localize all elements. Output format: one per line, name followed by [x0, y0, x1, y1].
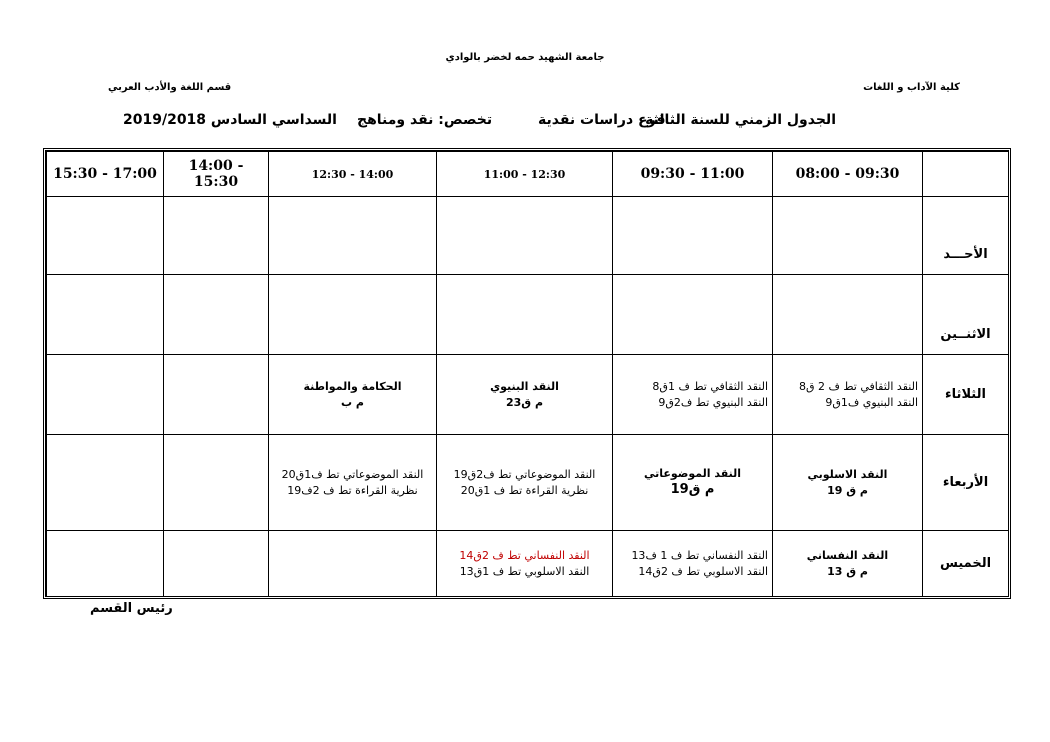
course-room: م ق 13 [827, 564, 868, 578]
course-group-1: النقد الموضوعاتي تط ف2ق19 [453, 468, 596, 482]
row-tuesday [47, 355, 1009, 435]
course-group-2: نظرية القراءة تط ف 1ق20 [460, 483, 589, 497]
monday-slot-6 [47, 275, 164, 355]
course-room: م ق19 [670, 482, 715, 498]
course-group-1: النقد الثقافي تط ف 2 ق8 [798, 380, 918, 394]
tuesday-slot-5 [164, 355, 269, 435]
course-group-1: النقد الموضوعاتي تط ف1ق20 [281, 468, 424, 482]
course-room: م ب [341, 395, 364, 409]
tuesday-slot-6 [47, 355, 164, 435]
day-tuesday: الثلاثاء [923, 355, 1009, 435]
course-group-2: النقد البنيوي ف1ق9 [825, 395, 918, 409]
tuesday-slot-1 [773, 355, 923, 435]
course-title: النقد البنيوي [490, 380, 559, 394]
tuesday-slot-4 [269, 355, 437, 435]
monday-slot-4 [269, 275, 437, 355]
course-title: النقد الاسلوبي [807, 468, 888, 482]
monday-slot-2 [613, 275, 773, 355]
monday-slot-5 [164, 275, 269, 355]
thursday-slot-3 [437, 531, 613, 597]
sunday-slot-6 [47, 197, 164, 275]
monday-slot-3 [437, 275, 613, 355]
department-name: قسم اللغة والأدب العربي [108, 82, 232, 93]
time-slot-3: 11:00 - 12:30 [437, 152, 613, 197]
day-sunday: الأحـــد [923, 197, 1009, 275]
course-room: م ق23 [505, 395, 544, 409]
course-group-2: نظرية القراءة تط ف 2ف19 [287, 483, 418, 497]
sunday-slot-1 [773, 197, 923, 275]
course-title: الحكامة والمواطنة [303, 380, 402, 394]
row-sunday [47, 197, 1009, 275]
thursday-slot-1 [773, 531, 923, 597]
thursday-slot-6 [47, 531, 164, 597]
row-monday [47, 275, 1009, 355]
thursday-slot-5 [164, 531, 269, 597]
wednesday-slot-6 [47, 435, 164, 531]
course-room: م ق 19 [827, 483, 868, 497]
day-monday: الاثنــين [923, 275, 1009, 355]
time-slot-6: 15:30 - 17:00 [47, 152, 164, 197]
course-group-2: النقد الاسلوبي تط ف 2ق14 [638, 564, 768, 578]
university-name: جامعة الشهيد حمه لخضر بالوادي [445, 52, 605, 63]
time-slot-5 [164, 152, 269, 197]
course-group-1: النقد النفساني تط ف 1 ف13 [631, 549, 768, 563]
schedule-title: الجدول الزمني للسنة الثالثة [645, 112, 836, 128]
header-row [47, 152, 1009, 197]
course-group-1: النقد النفساني تط ف 2ق14 [459, 549, 590, 563]
time-slot-2: 09:30 - 11:00 [613, 152, 773, 197]
time-slot-1: 08:00 - 09:30 [773, 152, 923, 197]
thursday-slot-2 [613, 531, 773, 597]
course-title: النقد النفساني [806, 549, 889, 563]
wednesday-slot-5 [164, 435, 269, 531]
thursday-slot-4 [269, 531, 437, 597]
time-slot-5-line-2: 15:30 [193, 174, 239, 190]
day-wednesday: الأربعاء [923, 435, 1009, 531]
timetable [43, 148, 1011, 599]
timetable-grid [46, 151, 1009, 597]
time-slot-5-line-1: 14:00 - [188, 158, 244, 174]
day-thursday: الخميس [923, 531, 1009, 597]
wednesday-slot-3 [437, 435, 613, 531]
course-title: النقد الموضوعاتي [643, 466, 742, 480]
sunday-slot-5 [164, 197, 269, 275]
tuesday-slot-2 [613, 355, 773, 435]
monday-slot-1 [773, 275, 923, 355]
tuesday-slot-3 [437, 355, 613, 435]
sunday-slot-2 [613, 197, 773, 275]
sunday-slot-4 [269, 197, 437, 275]
wednesday-slot-2 [613, 435, 773, 531]
semester-year-label: السداسي السادس 2019/2018 [123, 112, 337, 128]
branch-label: فرع دراسات نقدية [538, 112, 666, 128]
wednesday-slot-4 [269, 435, 437, 531]
department-head-signature: رئيس القسم [90, 601, 173, 616]
wednesday-slot-1 [773, 435, 923, 531]
course-group-2: النقد البنيوي تط ف2ق9 [658, 395, 768, 409]
course-group-1: النقد الثقافي تط ف 1ق8 [652, 380, 768, 394]
row-wednesday [47, 435, 1009, 531]
sunday-slot-3 [437, 197, 613, 275]
faculty-name: كلية الآداب و اللغات [863, 82, 960, 93]
day-header-corner [923, 152, 1009, 197]
specialty-label: تخصص: نقد ومناهج [357, 112, 493, 128]
course-group-2: النقد الاسلوبي تط ف 1ق13 [459, 564, 590, 578]
row-thursday [47, 531, 1009, 597]
time-slot-4: 12:30 - 14:00 [269, 152, 437, 197]
